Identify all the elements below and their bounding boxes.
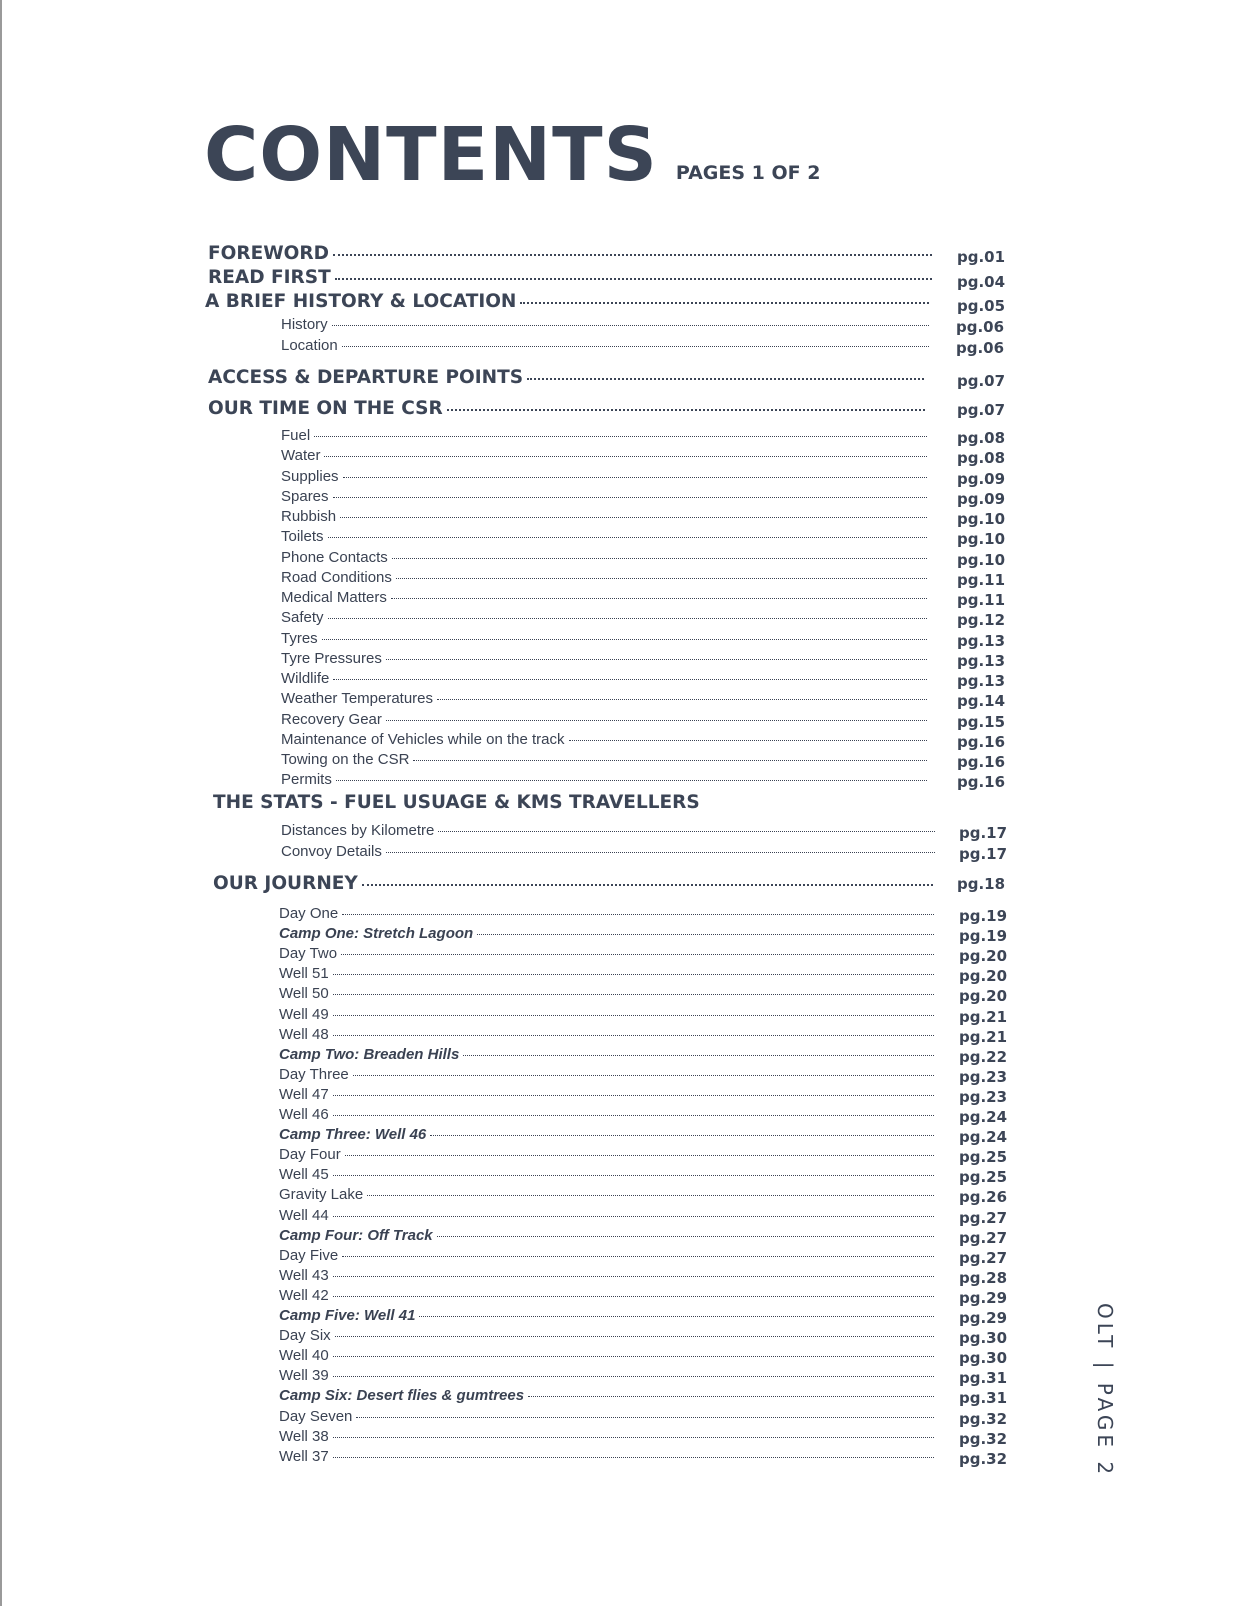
toc-page-number: pg.32 <box>959 1409 1008 1428</box>
toc-label: Camp One: Stretch Lagoon <box>279 925 474 943</box>
toc-leader-dots <box>386 852 935 853</box>
toc-subentry[interactable] <box>279 905 934 922</box>
toc-label: READ FIRST <box>208 267 331 288</box>
toc-label: Medical Matters <box>281 589 387 606</box>
toc-page-number: pg.07 <box>957 372 1006 390</box>
toc-leader-dots <box>356 1417 934 1418</box>
toc-label: Well 40 <box>279 1347 329 1365</box>
toc-label: Well 42 <box>279 1286 329 1304</box>
toc-page-number: pg.13 <box>957 631 1006 650</box>
toc-leader-dots <box>333 1296 934 1297</box>
toc-subentry[interactable] <box>279 1066 934 1083</box>
toc-leader-dots <box>342 914 934 915</box>
toc-page-number: pg.20 <box>959 987 1008 1006</box>
toc-label: Wildlife <box>281 670 330 687</box>
toc-subentry[interactable] <box>281 468 927 485</box>
toc-subentry[interactable] <box>279 945 934 962</box>
toc-label: Camp Two: Breaden Hills <box>279 1045 460 1063</box>
toc-leader-dots <box>335 278 932 280</box>
toc-subentry[interactable] <box>281 751 927 768</box>
toc-entry-access[interactable] <box>208 367 924 388</box>
toc-leader-dots <box>342 1256 934 1257</box>
toc-page-number: pg.25 <box>959 1168 1008 1187</box>
toc-leader-dots <box>386 659 927 660</box>
page-header <box>204 112 821 198</box>
toc-leader-dots <box>342 346 929 347</box>
toc-page-number: pg.10 <box>957 530 1006 549</box>
toc-label: Water <box>281 447 321 465</box>
toc-label: Day Seven <box>279 1407 353 1425</box>
toc-page-number: pg.26 <box>959 1188 1008 1207</box>
toc-page-number: pg.11 <box>957 570 1006 589</box>
toc-page-number: pg.11 <box>957 591 1006 609</box>
toc-label: Day Two <box>279 945 338 963</box>
toc-page-number: pg.19 <box>959 907 1008 925</box>
toc-label: Well 48 <box>279 1025 329 1043</box>
toc-subentry[interactable] <box>279 1247 934 1264</box>
toc-leader-dots <box>391 598 927 599</box>
toc-subentry[interactable] <box>281 771 927 788</box>
toc-page-number: pg.21 <box>959 1007 1008 1026</box>
toc-leader-dots <box>333 994 934 995</box>
toc-leader-dots <box>345 1155 934 1156</box>
toc-subentry[interactable] <box>279 965 934 982</box>
toc-leader-dots <box>333 1095 934 1096</box>
toc-leader-dots <box>528 1396 934 1397</box>
toc-label: Well 38 <box>279 1427 329 1445</box>
toc-label: Tyre Pressures <box>281 649 382 667</box>
toc-entry-foreword[interactable] <box>208 243 932 264</box>
toc-page-number: pg.17 <box>959 824 1008 842</box>
toc-subentry[interactable] <box>279 1387 934 1404</box>
toc-leader-dots <box>333 1216 934 1217</box>
toc-leader-dots <box>569 740 928 741</box>
toc-leader-dots <box>322 639 927 640</box>
toc-page-number: pg.20 <box>959 947 1008 966</box>
toc-subentry[interactable] <box>279 1287 934 1304</box>
toc-subentry[interactable] <box>281 508 927 525</box>
toc-subentry[interactable] <box>281 316 929 333</box>
toc-label: OUR JOURNEY <box>213 873 358 894</box>
toc-entry-journey[interactable] <box>213 873 933 894</box>
toc-leader-dots <box>477 934 934 935</box>
toc-leader-dots <box>447 409 925 411</box>
toc-leader-dots <box>333 1276 934 1277</box>
toc-label: Maintenance of Vehicles while on the track <box>281 730 565 748</box>
page-subtitle: PAGES 1 OF 2 <box>675 162 821 184</box>
toc-subentry[interactable] <box>279 1046 934 1063</box>
toc-subentry[interactable] <box>281 822 935 839</box>
toc-page-number: pg.14 <box>957 692 1006 711</box>
toc-subentry[interactable] <box>279 1428 934 1445</box>
toc-subentry[interactable] <box>281 650 927 667</box>
toc-subentry[interactable] <box>281 609 927 626</box>
toc-subentry[interactable] <box>279 1006 934 1023</box>
toc-leader-dots <box>430 1135 934 1136</box>
toc-subentry[interactable] <box>281 549 927 566</box>
toc-label: Road Conditions <box>281 568 392 586</box>
toc-page-number: pg.13 <box>957 672 1006 690</box>
toc-subentry[interactable] <box>281 569 927 586</box>
toc-label: Rubbish <box>281 508 337 525</box>
toc-subentry[interactable] <box>279 1186 934 1203</box>
toc-subentry[interactable] <box>281 589 927 606</box>
toc-page-number: pg.24 <box>959 1128 1008 1147</box>
toc-label: Well 39 <box>279 1367 329 1385</box>
toc-subentry[interactable] <box>281 447 927 464</box>
toc-leader-dots <box>367 1195 934 1196</box>
side-page-label: OLT | PAGE 2 <box>1093 1303 1117 1479</box>
toc-page-number: pg.25 <box>959 1148 1008 1167</box>
toc-subentry[interactable] <box>279 925 934 942</box>
toc-subentry[interactable] <box>279 1448 934 1465</box>
toc-entry-history-location[interactable] <box>205 291 929 312</box>
toc-leader-dots <box>333 1015 934 1016</box>
toc-label: Day Five <box>279 1246 339 1264</box>
toc-label: Towing on the CSR <box>281 751 410 768</box>
toc-leader-dots <box>362 884 933 886</box>
toc-page-number: pg.16 <box>957 753 1006 771</box>
toc-leader-dots <box>333 679 927 680</box>
toc-label: Well 45 <box>279 1166 329 1184</box>
toc-label: Camp Three: Well 46 <box>279 1126 427 1144</box>
toc-label: Day Three <box>279 1065 349 1083</box>
toc-leader-dots <box>392 558 927 559</box>
toc-label: ACCESS & DEPARTURE POINTS <box>208 367 524 388</box>
toc-subentry[interactable] <box>279 1086 934 1103</box>
toc-label: Camp Four: Off Track <box>279 1226 433 1244</box>
toc-label: OUR TIME ON THE CSR <box>208 398 443 419</box>
toc-label: Safety <box>281 609 324 627</box>
toc-label: Well 47 <box>279 1085 329 1103</box>
toc-label: Distances by Kilometre <box>281 822 435 839</box>
toc-leader-dots <box>333 974 934 975</box>
toc-page-number: pg.06 <box>956 318 1005 336</box>
toc-subentry[interactable] <box>279 1327 934 1344</box>
toc-label: Location <box>281 336 338 354</box>
toc-subentry[interactable] <box>281 690 927 707</box>
toc-leader-dots <box>333 1437 934 1438</box>
toc-leader-dots <box>437 699 927 700</box>
toc-leader-dots <box>328 537 927 538</box>
toc-label: Permits <box>281 771 332 789</box>
toc-page-number: pg.20 <box>959 967 1008 986</box>
toc-label: Day Six <box>279 1327 331 1345</box>
toc-subentry[interactable] <box>279 1106 934 1123</box>
toc-leader-dots <box>333 1175 934 1176</box>
toc-subentry[interactable] <box>279 1227 934 1244</box>
toc-label: Recovery Gear <box>281 710 382 728</box>
toc-label: Gravity Lake <box>279 1186 364 1204</box>
toc-label: Tyres <box>281 629 318 647</box>
toc-label: History <box>281 316 328 333</box>
toc-page-number: pg.09 <box>957 469 1006 488</box>
toc-subentry[interactable] <box>281 337 929 354</box>
toc-label: Fuel <box>281 427 311 444</box>
toc-page-number: pg.17 <box>959 844 1008 863</box>
toc-leader-dots <box>419 1316 934 1317</box>
toc-page-number: pg.22 <box>959 1047 1008 1066</box>
toc-entry-read-first[interactable] <box>208 267 932 288</box>
toc-page-number: pg.29 <box>959 1288 1008 1307</box>
toc-leader-dots <box>333 497 927 498</box>
toc-page-number: pg.28 <box>959 1268 1008 1287</box>
page-title: CONTENTS <box>204 112 658 198</box>
toc-label: Well 50 <box>279 985 329 1003</box>
toc-page-number: pg.31 <box>959 1369 1008 1388</box>
toc-label: Well 44 <box>279 1206 329 1224</box>
toc-subentry[interactable] <box>281 711 927 728</box>
toc-leader-dots <box>333 1035 934 1036</box>
toc-page-number: pg.24 <box>959 1108 1008 1126</box>
toc-leader-dots <box>527 378 924 380</box>
toc-leader-dots <box>341 954 934 955</box>
toc-page-number: pg.18 <box>957 875 1006 893</box>
toc-leader-dots <box>328 618 927 619</box>
toc-subentry[interactable] <box>279 1207 934 1224</box>
toc-page-number: pg.23 <box>959 1067 1008 1086</box>
toc-leader-dots <box>340 517 927 518</box>
toc-page-number: pg.10 <box>957 550 1006 569</box>
toc-page-number: pg.06 <box>956 338 1005 357</box>
toc-subentry[interactable] <box>279 1166 934 1183</box>
toc-leader-dots <box>396 578 927 579</box>
toc-subentry[interactable] <box>279 1267 934 1284</box>
toc-subentry[interactable] <box>279 1126 934 1143</box>
toc-leader-dots <box>343 477 927 478</box>
toc-subentry[interactable] <box>279 985 934 1002</box>
toc-subentry[interactable] <box>279 1347 934 1364</box>
toc-label: Day One <box>279 905 339 922</box>
toc-label: Convoy Details <box>281 842 382 860</box>
toc-page-number: pg.19 <box>959 927 1008 946</box>
toc-page-number: pg.05 <box>957 297 1006 315</box>
toc-subentry[interactable] <box>279 1026 934 1043</box>
toc-page-number: pg.21 <box>959 1027 1008 1046</box>
toc-page-number: pg.15 <box>957 712 1006 731</box>
toc-heading-stats[interactable]: THE STATS - FUEL USUAGE & KMS TRAVELLERS <box>213 792 700 813</box>
toc-subentry[interactable] <box>281 731 927 748</box>
toc-leader-dots <box>324 456 927 457</box>
toc-page-number: pg.09 <box>957 489 1006 508</box>
toc-leader-dots <box>463 1055 934 1056</box>
toc-page-number: pg.27 <box>959 1248 1008 1267</box>
toc-page-number: pg.27 <box>959 1228 1008 1247</box>
toc-page-number: pg.10 <box>957 510 1006 528</box>
toc-subentry[interactable] <box>281 670 927 687</box>
toc-leader-dots <box>332 325 929 326</box>
toc-subentry[interactable] <box>281 630 927 647</box>
toc-leader-dots <box>437 1236 934 1237</box>
toc-subentry[interactable] <box>281 528 927 545</box>
toc-page-number: pg.01 <box>957 248 1006 266</box>
toc-page-number: pg.23 <box>959 1087 1008 1106</box>
toc-leader-dots <box>520 302 929 304</box>
toc-subentry[interactable] <box>281 843 935 860</box>
toc-label: A BRIEF HISTORY & LOCATION <box>205 291 517 312</box>
toc-subentry[interactable] <box>279 1146 934 1163</box>
toc-page-number: pg.27 <box>959 1208 1008 1227</box>
toc-leader-dots <box>438 831 935 832</box>
toc-leader-dots <box>314 436 927 437</box>
toc-label: Spares <box>281 487 329 505</box>
toc-page-number: pg.12 <box>957 611 1006 630</box>
toc-subentry[interactable] <box>281 427 927 444</box>
toc-subentry[interactable] <box>279 1307 934 1324</box>
toc-leader-dots <box>386 720 927 721</box>
toc-page-number: pg.07 <box>957 401 1006 419</box>
toc-subentry[interactable] <box>281 488 927 505</box>
toc-label: Camp Five: Well 41 <box>279 1307 416 1324</box>
toc-label: Camp Six: Desert flies & gumtrees <box>279 1387 525 1405</box>
toc-page-number: pg.08 <box>957 449 1006 468</box>
toc-label: FOREWORD <box>208 243 329 264</box>
toc-page-number: pg.31 <box>959 1389 1008 1408</box>
toc-leader-dots <box>333 254 932 256</box>
toc-label: Weather Temperatures <box>281 690 434 708</box>
toc-leader-dots <box>336 780 927 781</box>
toc-label: Well 49 <box>279 1005 329 1023</box>
toc-page-number: pg.29 <box>959 1309 1008 1327</box>
toc-label: Toilets <box>281 528 324 546</box>
toc-page-number: pg.04 <box>957 273 1006 291</box>
toc-label: Well 46 <box>279 1106 329 1123</box>
toc-entry-our-time[interactable] <box>208 398 925 419</box>
toc-subentry[interactable] <box>279 1408 934 1425</box>
toc-leader-dots <box>333 1457 934 1458</box>
toc-page-number: pg.32 <box>959 1449 1008 1468</box>
toc-label: Well 43 <box>279 1266 329 1284</box>
toc-page-number: pg.30 <box>959 1349 1008 1368</box>
toc-leader-dots <box>333 1356 934 1357</box>
toc-leader-dots <box>333 1115 934 1116</box>
toc-page-number: pg.13 <box>957 651 1006 670</box>
toc-leader-dots <box>413 760 927 761</box>
toc-label: Well 51 <box>279 965 329 983</box>
toc-leader-dots <box>353 1075 934 1076</box>
toc-label: Well 37 <box>279 1447 329 1465</box>
toc-label: Phone Contacts <box>281 548 388 566</box>
toc-page-number: pg.16 <box>957 732 1006 751</box>
toc-page-number: pg.16 <box>957 773 1006 792</box>
toc-leader-dots <box>335 1336 934 1337</box>
toc-subentry[interactable] <box>279 1367 934 1384</box>
toc-leader-dots <box>333 1376 934 1377</box>
toc-page-number: pg.08 <box>957 429 1006 447</box>
toc-page-number: pg.30 <box>959 1329 1008 1348</box>
toc-page-number: pg.32 <box>959 1429 1008 1448</box>
page-edge-line <box>0 0 2 1606</box>
toc-label: Day Four <box>279 1146 341 1164</box>
toc-label: Supplies <box>281 467 339 485</box>
